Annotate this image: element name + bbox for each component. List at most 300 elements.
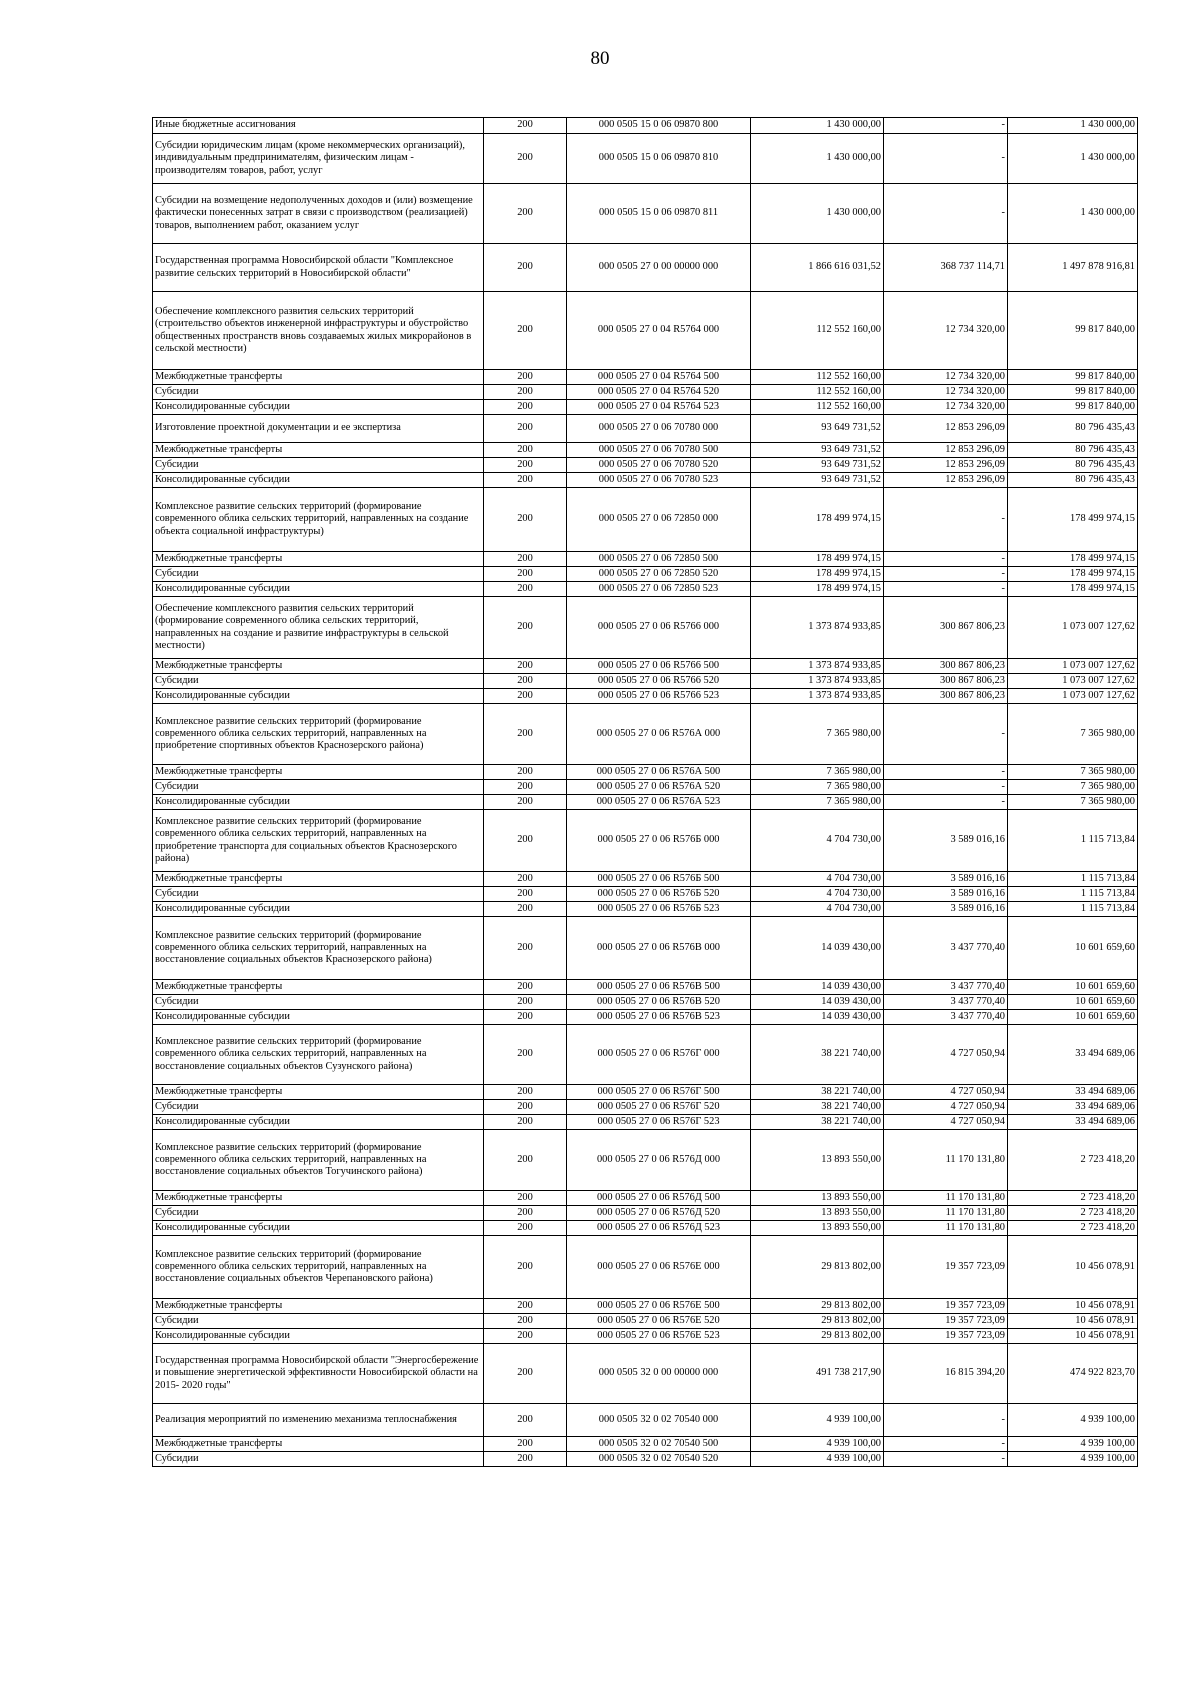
table-row (153, 184, 1138, 244)
row-value-approved: 93 649 731,52 (751, 473, 884, 488)
row-value-approved: 38 221 740,00 (751, 1100, 884, 1115)
row-name: Субсидии юридическим лицам (кроме некоммерческих организаций), индивидуальным предпринимателям, физическим лицам - производителям товаров, работ, услуг (153, 134, 484, 184)
row-value-executed: 4 727 050,94 (884, 1100, 1008, 1115)
row-value-approved: 4 704 730,00 (751, 902, 884, 917)
row-value-executed: - (884, 184, 1008, 244)
row-value-executed: 300 867 806,23 (884, 597, 1008, 659)
row-value-remaining: 1 073 007 127,62 (1008, 597, 1138, 659)
row-value-executed: 3 437 770,40 (884, 917, 1008, 980)
row-value-remaining: 10 601 659,60 (1008, 917, 1138, 980)
row-value-remaining: 33 494 689,06 (1008, 1100, 1138, 1115)
row-value-executed: 12 853 296,09 (884, 415, 1008, 443)
table-row (153, 902, 1138, 917)
row-value-approved: 1 373 874 933,85 (751, 597, 884, 659)
row-name: Субсидии (153, 1314, 484, 1329)
row-value-executed: - (884, 134, 1008, 184)
row-value-remaining: 1 115 713,84 (1008, 872, 1138, 887)
table-row (153, 674, 1138, 689)
row-value-remaining: 474 922 823,70 (1008, 1344, 1138, 1404)
row-name: Обеспечение комплексного развития сельских территорий (формирование современного облика сельских территорий, направленных на создание и развитие инфраструктуры в сельской местности) (153, 597, 484, 659)
budget-table-body (153, 118, 1138, 1467)
table-row (153, 872, 1138, 887)
row-budget-code: 000 0505 27 0 06 R576Г 520 (567, 1100, 751, 1115)
row-budget-code: 000 0505 27 0 06 R576В 523 (567, 1010, 751, 1025)
row-name: Субсидии (153, 995, 484, 1010)
row-admin-code: 200 (484, 292, 567, 370)
row-value-executed: 19 357 723,09 (884, 1236, 1008, 1299)
row-value-executed: 19 357 723,09 (884, 1314, 1008, 1329)
row-admin-code: 200 (484, 488, 567, 552)
row-value-remaining: 99 817 840,00 (1008, 385, 1138, 400)
row-budget-code: 000 0505 27 0 06 R576Б 520 (567, 887, 751, 902)
row-value-approved: 1 373 874 933,85 (751, 674, 884, 689)
row-name: Комплексное развитие сельских территорий (формирование современного облика сельских территорий, направленных на приобретение спортивных объектов Краснозерского района) (153, 704, 484, 765)
table-row (153, 118, 1138, 134)
row-budget-code: 000 0505 27 0 06 R5766 523 (567, 689, 751, 704)
row-value-approved: 4 939 100,00 (751, 1452, 884, 1467)
row-admin-code: 200 (484, 887, 567, 902)
row-admin-code: 200 (484, 1010, 567, 1025)
table-row (153, 1221, 1138, 1236)
row-budget-code: 000 0505 27 0 06 R576Г 000 (567, 1025, 751, 1085)
row-value-remaining: 178 499 974,15 (1008, 488, 1138, 552)
table-row (153, 795, 1138, 810)
row-value-remaining: 80 796 435,43 (1008, 458, 1138, 473)
row-value-approved: 13 893 550,00 (751, 1130, 884, 1191)
row-value-remaining: 178 499 974,15 (1008, 567, 1138, 582)
row-budget-code: 000 0505 27 0 06 72850 500 (567, 552, 751, 567)
row-budget-code: 000 0505 27 0 06 R576Б 500 (567, 872, 751, 887)
row-value-approved: 112 552 160,00 (751, 385, 884, 400)
row-admin-code: 200 (484, 995, 567, 1010)
row-value-remaining: 7 365 980,00 (1008, 795, 1138, 810)
row-value-approved: 4 939 100,00 (751, 1404, 884, 1437)
row-budget-code: 000 0505 27 0 04 R5764 520 (567, 385, 751, 400)
row-name: Субсидии (153, 1100, 484, 1115)
row-budget-code: 000 0505 27 0 06 70780 500 (567, 443, 751, 458)
row-value-approved: 1 373 874 933,85 (751, 689, 884, 704)
row-name: Реализация мероприятий по изменению механизма теплоснабжения (153, 1404, 484, 1437)
row-value-remaining: 1 115 713,84 (1008, 887, 1138, 902)
row-value-approved: 4 939 100,00 (751, 1437, 884, 1452)
row-value-approved: 178 499 974,15 (751, 582, 884, 597)
row-admin-code: 200 (484, 473, 567, 488)
table-row (153, 1130, 1138, 1191)
table-row (153, 582, 1138, 597)
row-value-approved: 13 893 550,00 (751, 1221, 884, 1236)
row-admin-code: 200 (484, 795, 567, 810)
row-name: Межбюджетные трансферты (153, 1437, 484, 1452)
row-budget-code: 000 0505 27 0 00 00000 000 (567, 244, 751, 292)
row-value-approved: 4 704 730,00 (751, 887, 884, 902)
row-value-approved: 13 893 550,00 (751, 1206, 884, 1221)
row-value-remaining: 1 497 878 916,81 (1008, 244, 1138, 292)
row-value-remaining: 10 456 078,91 (1008, 1299, 1138, 1314)
row-value-remaining: 4 939 100,00 (1008, 1437, 1138, 1452)
row-value-executed: 3 437 770,40 (884, 980, 1008, 995)
row-budget-code: 000 0505 27 0 06 72850 520 (567, 567, 751, 582)
page-number: 80 (590, 48, 610, 69)
row-value-executed: 12 853 296,09 (884, 473, 1008, 488)
row-admin-code: 200 (484, 917, 567, 980)
row-value-remaining: 33 494 689,06 (1008, 1085, 1138, 1100)
row-budget-code: 000 0505 27 0 06 R576Б 523 (567, 902, 751, 917)
table-row (153, 1206, 1138, 1221)
table-row (153, 995, 1138, 1010)
row-admin-code: 200 (484, 597, 567, 659)
row-budget-code: 000 0505 27 0 06 R576А 000 (567, 704, 751, 765)
row-admin-code: 200 (484, 872, 567, 887)
row-admin-code: 200 (484, 1025, 567, 1085)
row-value-remaining: 4 939 100,00 (1008, 1452, 1138, 1467)
row-name: Комплексное развитие сельских территорий (формирование современного облика сельских территорий, направленных на восстановление социальных объектов Сузунского района) (153, 1025, 484, 1085)
row-admin-code: 200 (484, 415, 567, 443)
row-name: Консолидированные субсидии (153, 689, 484, 704)
table-row (153, 980, 1138, 995)
row-name: Консолидированные субсидии (153, 1115, 484, 1130)
row-admin-code: 200 (484, 704, 567, 765)
row-value-executed: 3 589 016,16 (884, 872, 1008, 887)
row-value-executed: 11 170 131,80 (884, 1130, 1008, 1191)
row-name: Межбюджетные трансферты (153, 765, 484, 780)
table-row (153, 385, 1138, 400)
table-row (153, 415, 1138, 443)
row-budget-code: 000 0505 27 0 06 R576А 520 (567, 780, 751, 795)
row-value-approved: 1 430 000,00 (751, 134, 884, 184)
row-budget-code: 000 0505 27 0 06 R576Д 523 (567, 1221, 751, 1236)
table-row (153, 134, 1138, 184)
row-admin-code: 200 (484, 980, 567, 995)
row-budget-code: 000 0505 27 0 06 70780 520 (567, 458, 751, 473)
row-value-remaining: 10 601 659,60 (1008, 1010, 1138, 1025)
table-row (153, 704, 1138, 765)
row-value-remaining: 80 796 435,43 (1008, 443, 1138, 458)
row-value-approved: 7 365 980,00 (751, 795, 884, 810)
row-admin-code: 200 (484, 184, 567, 244)
row-name: Комплексное развитие сельских территорий (формирование современного облика сельских территорий, направленных на создание объекта социальной инфраструктуры) (153, 488, 484, 552)
row-budget-code: 000 0505 27 0 06 72850 000 (567, 488, 751, 552)
table-row (153, 1115, 1138, 1130)
row-admin-code: 200 (484, 1344, 567, 1404)
row-budget-code: 000 0505 27 0 06 72850 523 (567, 582, 751, 597)
row-admin-code: 200 (484, 1452, 567, 1467)
row-name: Субсидии (153, 780, 484, 795)
row-name: Субсидии (153, 1452, 484, 1467)
row-value-executed: - (884, 795, 1008, 810)
row-value-executed: 12 853 296,09 (884, 443, 1008, 458)
row-value-remaining: 2 723 418,20 (1008, 1191, 1138, 1206)
table-row (153, 689, 1138, 704)
row-value-approved: 38 221 740,00 (751, 1085, 884, 1100)
row-value-remaining: 99 817 840,00 (1008, 292, 1138, 370)
table-row (153, 1314, 1138, 1329)
row-admin-code: 200 (484, 1437, 567, 1452)
row-value-remaining: 1 430 000,00 (1008, 118, 1138, 134)
row-name: Межбюджетные трансферты (153, 370, 484, 385)
row-value-approved: 14 039 430,00 (751, 1010, 884, 1025)
row-name: Субсидии (153, 458, 484, 473)
row-value-executed: 3 437 770,40 (884, 1010, 1008, 1025)
row-budget-code: 000 0505 27 0 04 R5764 523 (567, 400, 751, 415)
row-value-approved: 4 704 730,00 (751, 872, 884, 887)
row-admin-code: 200 (484, 1085, 567, 1100)
row-name: Межбюджетные трансферты (153, 1085, 484, 1100)
row-value-remaining: 1 430 000,00 (1008, 184, 1138, 244)
row-budget-code: 000 0505 15 0 06 09870 800 (567, 118, 751, 134)
row-value-approved: 112 552 160,00 (751, 370, 884, 385)
table-row (153, 567, 1138, 582)
table-row (153, 458, 1138, 473)
row-budget-code: 000 0505 27 0 06 R576В 500 (567, 980, 751, 995)
table-row (153, 810, 1138, 872)
row-name: Консолидированные субсидии (153, 795, 484, 810)
row-value-remaining: 10 601 659,60 (1008, 995, 1138, 1010)
row-value-remaining: 10 456 078,91 (1008, 1329, 1138, 1344)
row-budget-code: 000 0505 15 0 06 09870 811 (567, 184, 751, 244)
row-name: Субсидии на возмещение недополученных доходов и (или) возмещение фактически понесенных затрат в связи с производством (реализацией) товаров, выполнением работ, оказанием услуг (153, 184, 484, 244)
row-name: Межбюджетные трансферты (153, 872, 484, 887)
row-budget-code: 000 0505 27 0 06 R576Е 520 (567, 1314, 751, 1329)
row-budget-code: 000 0505 27 0 06 70780 000 (567, 415, 751, 443)
row-value-remaining: 10 456 078,91 (1008, 1236, 1138, 1299)
row-value-approved: 1 866 616 031,52 (751, 244, 884, 292)
row-admin-code: 200 (484, 1115, 567, 1130)
row-budget-code: 000 0505 27 0 06 R576Е 523 (567, 1329, 751, 1344)
row-name: Комплексное развитие сельских территорий (формирование современного облика сельских территорий, направленных на восстановление социальных объектов Краснозерского района) (153, 917, 484, 980)
row-admin-code: 200 (484, 1130, 567, 1191)
row-budget-code: 000 0505 27 0 06 R576А 523 (567, 795, 751, 810)
row-value-executed: 3 589 016,16 (884, 887, 1008, 902)
row-value-approved: 178 499 974,15 (751, 488, 884, 552)
row-budget-code: 000 0505 27 0 06 R576Б 000 (567, 810, 751, 872)
row-budget-code: 000 0505 32 0 02 70540 520 (567, 1452, 751, 1467)
row-admin-code: 200 (484, 385, 567, 400)
row-admin-code: 200 (484, 1100, 567, 1115)
row-value-remaining: 10 601 659,60 (1008, 980, 1138, 995)
row-name: Субсидии (153, 567, 484, 582)
row-admin-code: 200 (484, 689, 567, 704)
row-value-executed: 19 357 723,09 (884, 1329, 1008, 1344)
row-value-approved: 93 649 731,52 (751, 458, 884, 473)
row-budget-code: 000 0505 27 0 06 R576В 520 (567, 995, 751, 1010)
table-row (153, 597, 1138, 659)
row-value-executed: 19 357 723,09 (884, 1299, 1008, 1314)
row-admin-code: 200 (484, 765, 567, 780)
row-value-executed: 12 853 296,09 (884, 458, 1008, 473)
table-row (153, 1236, 1138, 1299)
table-row (153, 244, 1138, 292)
row-budget-code: 000 0505 27 0 06 R5766 520 (567, 674, 751, 689)
table-row (153, 1452, 1138, 1467)
row-budget-code: 000 0505 27 0 06 R5766 500 (567, 659, 751, 674)
row-value-approved: 1 430 000,00 (751, 184, 884, 244)
row-value-remaining: 4 939 100,00 (1008, 1404, 1138, 1437)
row-value-remaining: 7 365 980,00 (1008, 765, 1138, 780)
row-name: Субсидии (153, 674, 484, 689)
row-value-executed: - (884, 1404, 1008, 1437)
table-row (153, 1010, 1138, 1025)
row-value-approved: 29 813 802,00 (751, 1314, 884, 1329)
row-value-executed: - (884, 488, 1008, 552)
row-value-approved: 29 813 802,00 (751, 1329, 884, 1344)
table-row (153, 1100, 1138, 1115)
row-value-remaining: 7 365 980,00 (1008, 780, 1138, 795)
table-row (153, 1191, 1138, 1206)
row-name: Межбюджетные трансферты (153, 659, 484, 674)
row-budget-code: 000 0505 27 0 06 R576Г 500 (567, 1085, 751, 1100)
row-admin-code: 200 (484, 1404, 567, 1437)
row-budget-code: 000 0505 27 0 04 R5764 500 (567, 370, 751, 385)
row-value-remaining: 2 723 418,20 (1008, 1206, 1138, 1221)
table-row (153, 488, 1138, 552)
row-budget-code: 000 0505 27 0 06 R576Е 500 (567, 1299, 751, 1314)
row-name: Межбюджетные трансферты (153, 1299, 484, 1314)
row-value-remaining: 178 499 974,15 (1008, 582, 1138, 597)
row-budget-code: 000 0505 27 0 06 R576Е 000 (567, 1236, 751, 1299)
row-value-remaining: 99 817 840,00 (1008, 400, 1138, 415)
row-value-executed: - (884, 704, 1008, 765)
row-name: Консолидированные субсидии (153, 1329, 484, 1344)
row-value-executed: - (884, 765, 1008, 780)
row-value-approved: 7 365 980,00 (751, 765, 884, 780)
row-value-remaining: 1 073 007 127,62 (1008, 659, 1138, 674)
row-admin-code: 200 (484, 443, 567, 458)
row-value-approved: 29 813 802,00 (751, 1236, 884, 1299)
row-admin-code: 200 (484, 1206, 567, 1221)
row-value-approved: 178 499 974,15 (751, 567, 884, 582)
row-name: Государственная программа Новосибирской области "Комплексное развитие сельских территорий в Новосибирской области" (153, 244, 484, 292)
row-name: Субсидии (153, 1206, 484, 1221)
row-value-executed: 12 734 320,00 (884, 385, 1008, 400)
table-row (153, 1404, 1138, 1437)
row-value-approved: 38 221 740,00 (751, 1115, 884, 1130)
row-budget-code: 000 0505 27 0 06 70780 523 (567, 473, 751, 488)
row-value-remaining: 1 115 713,84 (1008, 902, 1138, 917)
row-value-executed: - (884, 552, 1008, 567)
row-name: Комплексное развитие сельских территорий (формирование современного облика сельских территорий, направленных на приобретение транспорта для социальных объектов Краснозерского района) (153, 810, 484, 872)
row-name: Межбюджетные трансферты (153, 1191, 484, 1206)
row-name: Консолидированные субсидии (153, 1010, 484, 1025)
table-row (153, 659, 1138, 674)
row-admin-code: 200 (484, 902, 567, 917)
row-value-approved: 29 813 802,00 (751, 1299, 884, 1314)
row-admin-code: 200 (484, 1191, 567, 1206)
row-value-approved: 112 552 160,00 (751, 292, 884, 370)
row-value-executed: 3 589 016,16 (884, 810, 1008, 872)
table-row (153, 292, 1138, 370)
row-value-approved: 491 738 217,90 (751, 1344, 884, 1404)
row-budget-code: 000 0505 27 0 04 R5764 000 (567, 292, 751, 370)
row-value-remaining: 1 115 713,84 (1008, 810, 1138, 872)
row-admin-code: 200 (484, 582, 567, 597)
row-value-executed: 4 727 050,94 (884, 1025, 1008, 1085)
row-admin-code: 200 (484, 1314, 567, 1329)
row-value-executed: 4 727 050,94 (884, 1085, 1008, 1100)
row-value-executed: - (884, 1452, 1008, 1467)
row-budget-code: 000 0505 32 0 02 70540 500 (567, 1437, 751, 1452)
row-value-approved: 14 039 430,00 (751, 995, 884, 1010)
row-name: Консолидированные субсидии (153, 582, 484, 597)
row-budget-code: 000 0505 27 0 06 R576А 500 (567, 765, 751, 780)
row-value-remaining: 33 494 689,06 (1008, 1025, 1138, 1085)
row-value-remaining: 178 499 974,15 (1008, 552, 1138, 567)
row-value-approved: 93 649 731,52 (751, 415, 884, 443)
row-admin-code: 200 (484, 674, 567, 689)
row-admin-code: 200 (484, 458, 567, 473)
row-value-remaining: 1 073 007 127,62 (1008, 689, 1138, 704)
row-budget-code: 000 0505 32 0 02 70540 000 (567, 1404, 751, 1437)
row-value-remaining: 80 796 435,43 (1008, 473, 1138, 488)
row-value-executed: 3 437 770,40 (884, 995, 1008, 1010)
row-value-executed: - (884, 1437, 1008, 1452)
row-value-remaining: 7 365 980,00 (1008, 704, 1138, 765)
row-value-executed: 4 727 050,94 (884, 1115, 1008, 1130)
row-name: Обеспечение комплексного развития сельских территорий (строительство объектов инженерной инфраструктуры и обустройство общественных пространств вновь создаваемых жилых микрорайонов в сельской местности) (153, 292, 484, 370)
row-name: Консолидированные субсидии (153, 473, 484, 488)
table-row (153, 1329, 1138, 1344)
row-value-approved: 14 039 430,00 (751, 917, 884, 980)
row-value-executed: 16 815 394,20 (884, 1344, 1008, 1404)
table-row (153, 1437, 1138, 1452)
row-value-remaining: 2 723 418,20 (1008, 1130, 1138, 1191)
row-budget-code: 000 0505 32 0 00 00000 000 (567, 1344, 751, 1404)
row-admin-code: 200 (484, 400, 567, 415)
row-admin-code: 200 (484, 567, 567, 582)
row-admin-code: 200 (484, 552, 567, 567)
row-name: Субсидии (153, 887, 484, 902)
row-budget-code: 000 0505 27 0 06 R576В 000 (567, 917, 751, 980)
table-row (153, 917, 1138, 980)
row-budget-code: 000 0505 27 0 06 R576Д 520 (567, 1206, 751, 1221)
row-value-approved: 1 373 874 933,85 (751, 659, 884, 674)
row-value-executed: 3 589 016,16 (884, 902, 1008, 917)
row-admin-code: 200 (484, 1221, 567, 1236)
row-admin-code: 200 (484, 1236, 567, 1299)
row-name: Межбюджетные трансферты (153, 443, 484, 458)
row-value-approved: 4 704 730,00 (751, 810, 884, 872)
row-name: Межбюджетные трансферты (153, 552, 484, 567)
table-row (153, 1344, 1138, 1404)
row-value-executed: - (884, 780, 1008, 795)
row-name: Межбюджетные трансферты (153, 980, 484, 995)
row-admin-code: 200 (484, 134, 567, 184)
row-admin-code: 200 (484, 810, 567, 872)
row-value-executed: 11 170 131,80 (884, 1191, 1008, 1206)
table-row (153, 780, 1138, 795)
row-value-executed: - (884, 582, 1008, 597)
row-budget-code: 000 0505 27 0 06 R576Д 500 (567, 1191, 751, 1206)
table-row (153, 1299, 1138, 1314)
row-budget-code: 000 0505 27 0 06 R576Д 000 (567, 1130, 751, 1191)
row-budget-code: 000 0505 27 0 06 R5766 000 (567, 597, 751, 659)
row-name: Консолидированные субсидии (153, 400, 484, 415)
row-admin-code: 200 (484, 659, 567, 674)
row-name: Консолидированные субсидии (153, 1221, 484, 1236)
row-value-executed: 300 867 806,23 (884, 674, 1008, 689)
row-value-executed: - (884, 118, 1008, 134)
row-value-executed: 300 867 806,23 (884, 689, 1008, 704)
row-value-approved: 93 649 731,52 (751, 443, 884, 458)
row-value-remaining: 2 723 418,20 (1008, 1221, 1138, 1236)
row-value-executed: 11 170 131,80 (884, 1206, 1008, 1221)
table-row (153, 765, 1138, 780)
row-value-remaining: 10 456 078,91 (1008, 1314, 1138, 1329)
budget-table (152, 117, 1138, 1467)
row-value-approved: 38 221 740,00 (751, 1025, 884, 1085)
row-value-executed: 12 734 320,00 (884, 400, 1008, 415)
row-value-executed: 12 734 320,00 (884, 292, 1008, 370)
row-value-executed: 300 867 806,23 (884, 659, 1008, 674)
